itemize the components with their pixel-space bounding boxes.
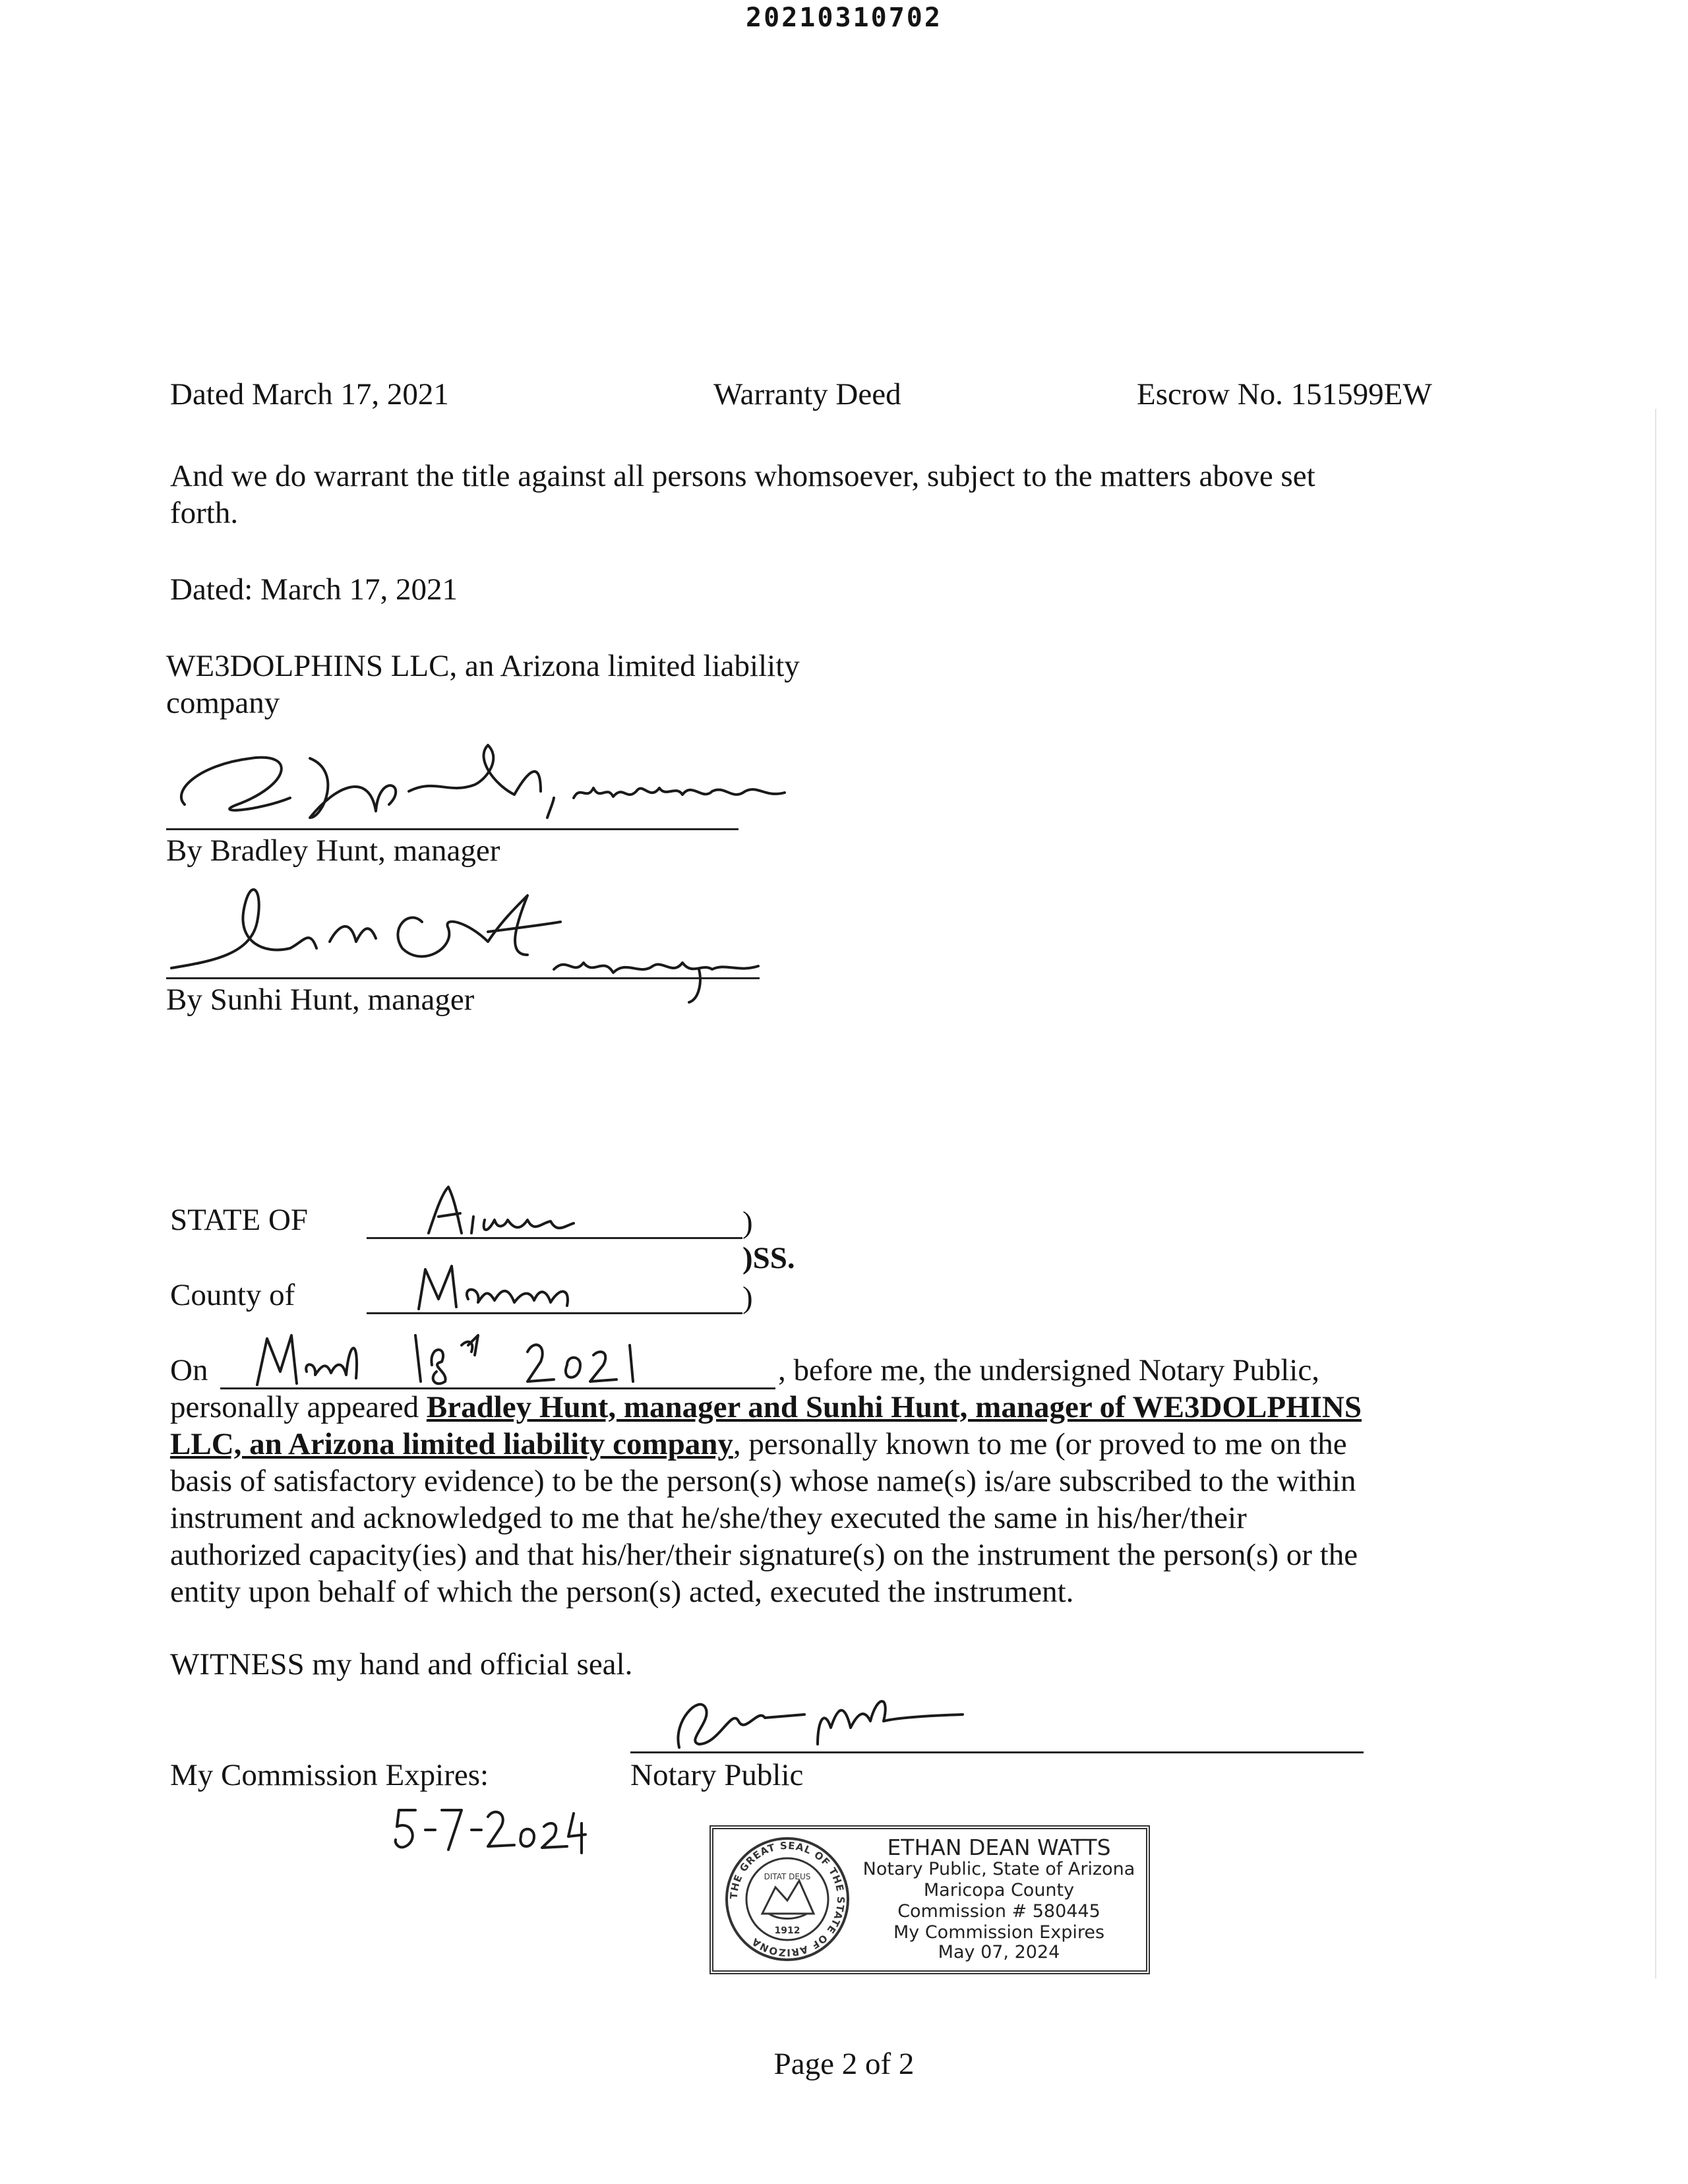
ack-body-3: authorized capacity(ies) and that his/her/their signature(s) on the instrument the person(s) or the [170, 1538, 1358, 1572]
company-ack-line [170, 1426, 1347, 1463]
warrant-line-2: forth. [170, 496, 239, 530]
signature-notary [659, 1682, 976, 1754]
dated-line: Dated: March 17, 2021 [170, 572, 458, 607]
appeared-names: Bradley Hunt, manager and Sunhi Hunt, manager of WE3DOLPHINS [426, 1390, 1362, 1424]
signature-line-2 [166, 977, 760, 979]
handwritten-state [422, 1180, 593, 1240]
stamp-line-4: My Commission Expires [893, 1922, 1105, 1943]
appeared-prefix: personally appeared [170, 1390, 427, 1424]
company-line-2: company [166, 686, 280, 720]
company-ack-name: LLC, an Arizona limited liability company [170, 1427, 733, 1461]
stamp-line-3: Commission # 580445 [897, 1901, 1100, 1922]
appeared-line [170, 1389, 1362, 1426]
county-label: County of [170, 1278, 295, 1312]
county-fill-line [367, 1312, 742, 1314]
before-me: , before me, the undersigned Notary Public, [778, 1353, 1319, 1387]
handwritten-date [251, 1325, 659, 1391]
recording-number: 20210310702 [746, 3, 942, 33]
signature-sunhi-hunt [158, 869, 567, 988]
seal-motto: DITAT DEUS [764, 1872, 811, 1881]
stamp-line-2: Maricopa County [923, 1880, 1075, 1900]
page-footer: Page 2 of 2 [773, 2047, 915, 2081]
stamp-line-5: May 07, 2024 [938, 1942, 1060, 1962]
signer-2: By Sunhi Hunt, manager [166, 983, 475, 1017]
seal-year: 1912 [774, 1926, 800, 1936]
warrant-line-1: And we do warrant the title against all persons whomsoever, subject to the matters above set [170, 459, 1315, 493]
seal-ring-text: THE GREAT SEAL OF THE STATE OF ARIZONA [727, 1839, 847, 1959]
company-line-1: WE3DOLPHINS LLC, an Arizona limited liability [166, 649, 800, 683]
on-label: On [170, 1353, 208, 1387]
stamp-line-1: Notary Public, State of Arizona [862, 1859, 1135, 1879]
arizona-seal-icon [723, 1835, 852, 1964]
witness-line: WITNESS my hand and official seal. [170, 1647, 633, 1682]
ack-body-2: instrument and acknowledged to me that he/she/they executed the same in his/her/their [170, 1501, 1247, 1535]
company-ack-rest: , personally known to me (or proved to me on the [733, 1427, 1347, 1461]
handwritten-county [409, 1259, 580, 1312]
signature-sunhi-title [547, 936, 785, 1009]
signer-1: By Bradley Hunt, manager [166, 834, 500, 868]
scan-edge-line [1655, 409, 1656, 1978]
notary-signature-line [630, 1751, 1364, 1753]
header-title: Warranty Deed [713, 377, 901, 411]
commission-expires-label: My Commission Expires: [170, 1758, 489, 1792]
ack-body-1: basis of satisfactory evidence) to be the person(s) whose name(s) is/are subscribed to the within [170, 1464, 1356, 1498]
signature-line-1 [166, 828, 738, 830]
header-escrow: Escrow No. 151599EW [1137, 377, 1432, 411]
ack-body-4: entity upon behalf of which the person(s) acted, executed the instrument. [170, 1575, 1074, 1609]
county-paren: ) [742, 1281, 753, 1315]
state-paren: ) [742, 1205, 753, 1240]
notary-stamp [709, 1825, 1150, 1974]
ss-label: )SS. [742, 1241, 795, 1275]
stamp-name: ETHAN DEAN WATTS [887, 1835, 1111, 1860]
notary-public-label: Notary Public [630, 1758, 804, 1792]
handwritten-expiry [389, 1800, 587, 1860]
signature-bradley-title [567, 765, 804, 811]
state-label: STATE OF [170, 1203, 309, 1237]
header-dated: Dated March 17, 2021 [170, 377, 449, 411]
